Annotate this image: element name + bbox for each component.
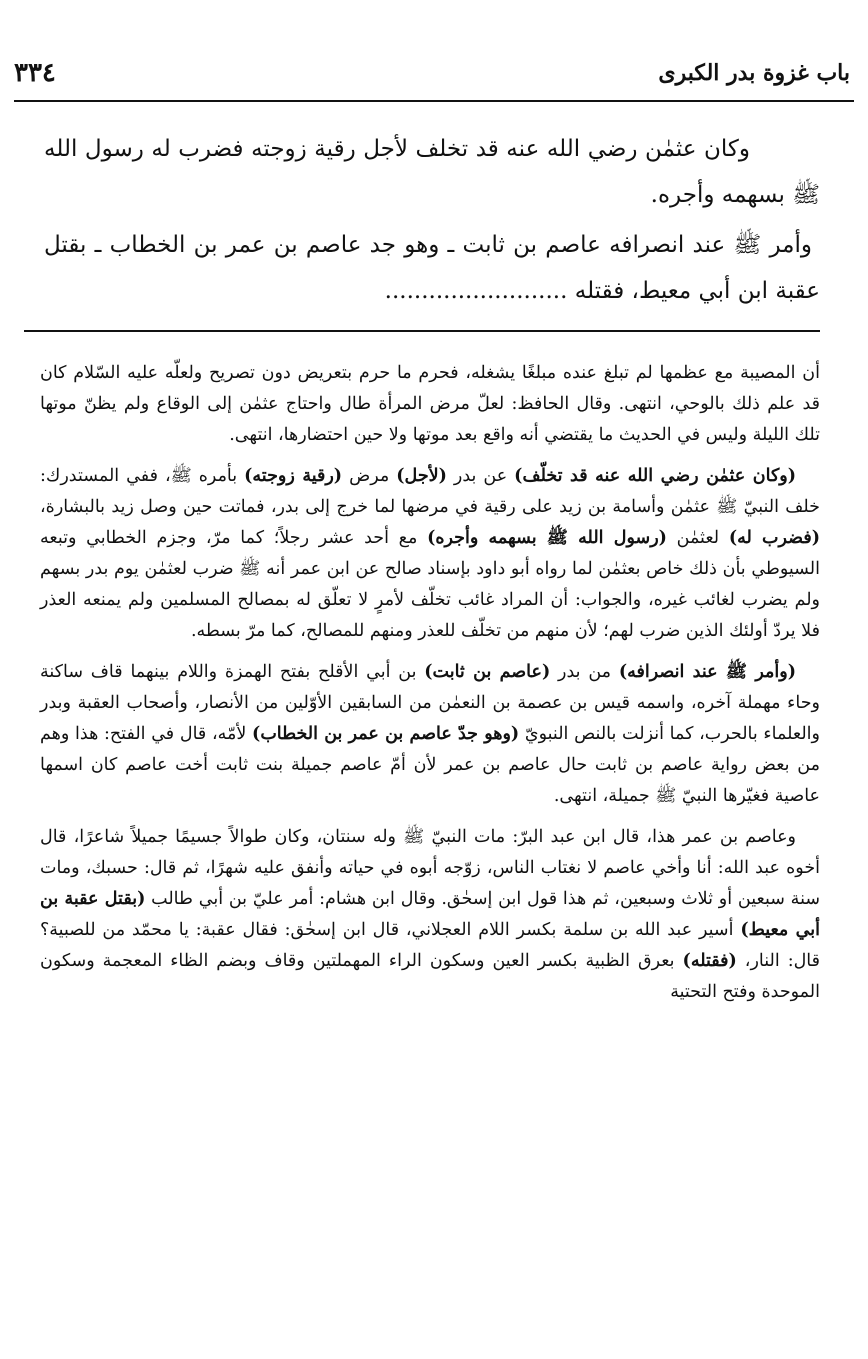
commentary-text: بعرق الظبية بكسر العين وسكون الراء المهملتين وقاف وبضم الظاء المعجمة وسكون الموحدة وفتح التحتية	[40, 951, 820, 1002]
header-rule	[14, 100, 854, 102]
commentary-paragraph	[40, 461, 820, 647]
separator-rule	[24, 330, 820, 332]
quoted-phrase: (فقتله)	[682, 951, 737, 971]
commentary-text: عن بدر	[446, 466, 515, 486]
commentary	[40, 358, 820, 1008]
chapter-title: باب غزوة بدر الكبرى	[658, 60, 850, 86]
main-text-line: وأمر ﷺ عند انصرافه عاصم بن ثابت ـ وهو جد عاصم بن عمر بن الخطاب ـ بقتل عقبة ابن أبي معيط، فقتله	[44, 232, 820, 304]
quoted-phrase: (وهو جدّ عاصم بن عمر بن الخطاب)	[252, 724, 520, 744]
running-header	[14, 58, 850, 98]
leader-dots: .........................	[384, 278, 568, 304]
quoted-phrase: (رقية زوجته)	[244, 466, 343, 486]
commentary-text: من بدر	[550, 662, 619, 682]
commentary-paragraph: أن المصيبة مع عظمها لم تبلغ عنده مبلغًا يشغله، فحرم ما حرم بتعريض دون تصريح ولعلّه عليه السّلام كان قد علم ذلك بالوحي، انتهى. وقال الحافظ: لعلّ مرض المرأة طال واحتاج عثمٰن إلى الوقاع ولم يظنّ موتها تلك الليلة وليس في الحديث ما يقتضي أنه واقع بعد موتها ولا حين احتضارها، انتهى.	[40, 363, 820, 445]
commentary-text: أسير عبد الله بن سلمة بكسر اللام العجلاني، قال ابن إسحٰق: فقال عقبة: يا محمّد من للصبية؟ قال: النار،	[40, 920, 820, 971]
quoted-phrase: (بقتل عقبة بن أبي معيط)	[40, 889, 820, 940]
commentary-paragraph	[40, 822, 820, 1008]
commentary-text: بن أبي الأقلح بفتح الهمزة واللام بينهما قاف ساكنة وحاء مهملة آخره، واسمه قيس بن عصمة بن النعمٰن من السابقين الأوّلين من الأنصار، وأصحاب العقبة وبدر والعلماء بالحرب، كما أنزلت بالنص النبويّ	[40, 662, 820, 744]
commentary-text: لعثمٰن	[666, 528, 729, 548]
commentary-text: مع أحد عشر رجلاً؛ كما مرّ، وجزم الخطابي وتبعه السيوطي بأن ذلك خاص بعثمٰن لما رواه أبو داود بإسناد صالح عن ابن عمر أنه ﷺ ضرب لعثمٰن يوم بدر بسهم ولم يضرب لغائب غيره، والجواب: أن المراد غائب تخلّف لأمرٍ لا تعلّق له بمصالح المسلمين ولم يمنعه العذر فلا يردّ أولئك الذين ضرب لهم؛ لأن منهم من تخلّف للعذر ومنهم للمصالح، كما مرّ بسطه.	[40, 528, 820, 641]
quoted-phrase: (فضرب له)	[728, 528, 820, 548]
quoted-phrase: (رسول الله ﷺ بسهمه وأجره)	[427, 528, 667, 548]
page-number: ٣٣٤	[14, 58, 56, 88]
quoted-phrase: (وكان عثمٰن رضي الله عنه قد تخلّف)	[514, 466, 797, 486]
main-text	[44, 126, 820, 314]
commentary-text: وعاصم بن عمر هذا، قال ابن عبد البرّ: مات النبيّ ﷺ وله سنتان، وكان طوالاً جسيمًا جميلاً شاعرًا، قال أخوه عبد الله: أنا وأخي عاصم لا نغتاب الناس، زوّجه أبوه في حياته وأنفق عليه شهرًا، ثم قال: حسبك، ومات سنة سبعين أو ثلاث وسبعين، ثم هذا قول ابن إسحٰق. وقال ابن هشام: أمر عليّ بن أبي طالب	[40, 827, 821, 909]
commentary-text: لأمّه، قال في الفتح: هذا وهم من بعض رواية عاصم بن ثابت حال عاصم بن عمر لأن أمّ عاصم جميلة بنت ثابت أخت عاصم كان اسمها عاصية فغيّرها النبيّ ﷺ جميلة، انتهى.	[40, 724, 820, 806]
quoted-phrase: (عاصم بن ثابت)	[424, 662, 551, 682]
main-text-paragraph: وكان عثمٰن رضي الله عنه قد تخلف لأجل رقية زوجته فضرب له رسول الله ﷺ بسهمه وأجره.	[44, 136, 820, 208]
quoted-phrase: (لأجل)	[396, 466, 447, 486]
main-text-paragraph	[44, 222, 820, 314]
quoted-phrase: (وأمر ﷺ عند انصرافه)	[618, 662, 796, 682]
commentary-text: مرض	[342, 466, 397, 486]
commentary-text: بأمره ﷺ، ففي المستدرك: خلف النبيّ ﷺ عثمٰن وأسامة بن زيد على رقية في مرضها لما خرج إلى بدر، فماتت حين وصل زيد بالبشارة،	[40, 466, 820, 517]
commentary-paragraph	[40, 657, 820, 812]
